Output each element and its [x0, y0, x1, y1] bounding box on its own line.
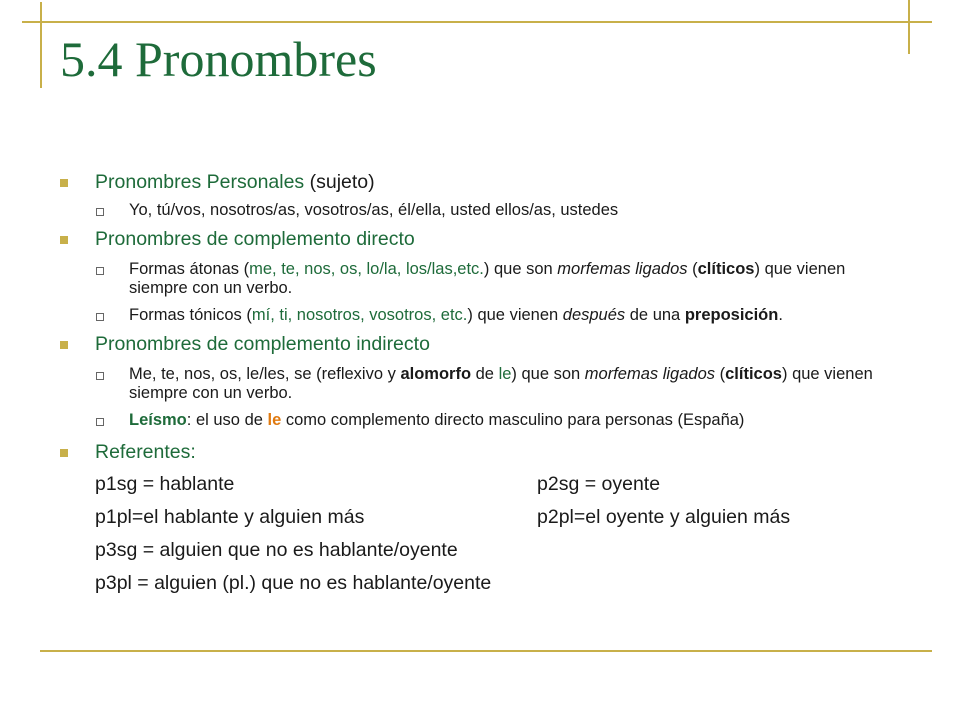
sub-text: de [471, 365, 499, 383]
bullet-indirecto [58, 332, 878, 356]
ref-text: p3sg = alguien que no es hablante/oyente [95, 539, 458, 561]
term-italic: morfemas ligados [584, 365, 716, 383]
hollow-square-bullet-icon [96, 372, 104, 380]
hollow-square-bullet-icon [96, 313, 104, 321]
top-rule [22, 21, 932, 23]
sub-text: Me, te, nos, os, le/les, se (reflexivo y [129, 365, 401, 383]
ref-row [95, 472, 878, 496]
ref-text: p1sg = hablante [95, 473, 235, 495]
pronoun-list: mí, ti, nosotros, vosotros, etc. [251, 306, 468, 324]
sub-bullet-leismo [58, 411, 878, 430]
heading-text: Pronombres Personales [95, 171, 305, 193]
term-bold: preposición [684, 306, 779, 324]
sub-text: ) que vienen siempre con un verbo. [129, 260, 846, 297]
ref-text: p2pl=el oyente y alguien más [537, 506, 791, 528]
sub-text: Formas átonas ( [129, 260, 250, 278]
sub-text: ) que son [511, 365, 585, 383]
hollow-square-bullet-icon [96, 267, 104, 275]
term-bold: clíticos [725, 365, 782, 383]
bullet-personales [58, 170, 878, 194]
sub-text: de una [625, 306, 685, 324]
term-bold: clíticos [697, 260, 755, 278]
slide-body [58, 170, 878, 595]
sub-bullet-tonicos [58, 306, 878, 325]
sub-text: Yo, tú/vos, nosotros/as, vosotros/as, él/ella, usted ellos/as, ustedes [129, 201, 619, 219]
sub-text: ( [687, 260, 698, 278]
square-bullet-icon [60, 341, 68, 349]
sub-text: ) que vienen [467, 306, 563, 324]
term-italic: morfemas ligados [557, 260, 688, 278]
hollow-square-bullet-icon [96, 418, 104, 426]
left-rule [40, 2, 42, 88]
heading-text: Pronombres de complemento indirecto [95, 333, 430, 355]
hollow-square-bullet-icon [96, 208, 104, 216]
heading-tail: (sujeto) [304, 171, 375, 193]
sub-text: : el uso de [186, 411, 268, 429]
right-rule [908, 0, 910, 54]
pronoun-list: me, te, nos, os, lo/la, los/las,etc. [249, 260, 484, 278]
heading-text: Pronombres de complemento directo [95, 228, 415, 250]
ref-text: p1pl=el hablante y alguien más [95, 506, 365, 528]
sub-text: ) que vienen siempre con un verbo. [129, 365, 873, 402]
term-leismo: Leísmo [129, 411, 187, 429]
term-bold: alomorfo [400, 365, 472, 383]
bullet-directo [58, 227, 878, 251]
referents-block [58, 472, 878, 595]
sub-bullet-indirect-forms [58, 365, 878, 403]
ref-text: p3pl = alguien (pl.) que no es hablante/oyente [95, 572, 492, 594]
ref-row [95, 505, 878, 529]
ref-text: p2sg = oyente [537, 473, 661, 495]
pronoun-le: le [498, 365, 512, 383]
sub-text: ) que son [483, 260, 558, 278]
sub-bullet-personales [58, 201, 878, 220]
slide-title: 5.4 Pronombres [60, 31, 377, 87]
square-bullet-icon [60, 236, 68, 244]
ref-row [95, 571, 878, 595]
sub-text: como complemento directo masculino para personas (España) [281, 411, 745, 429]
pronoun-le: le [267, 411, 282, 429]
sub-bullet-atonas [58, 260, 878, 298]
bullet-referentes [58, 440, 878, 464]
square-bullet-icon [60, 179, 68, 187]
ref-row [95, 538, 878, 562]
heading-text: Referentes: [95, 441, 196, 463]
sub-text: Formas tónicos ( [129, 306, 252, 324]
sub-text: . [778, 306, 783, 324]
sub-text: ( [715, 365, 726, 383]
square-bullet-icon [60, 449, 68, 457]
term-italic: después [562, 306, 626, 324]
bottom-rule [40, 650, 932, 652]
